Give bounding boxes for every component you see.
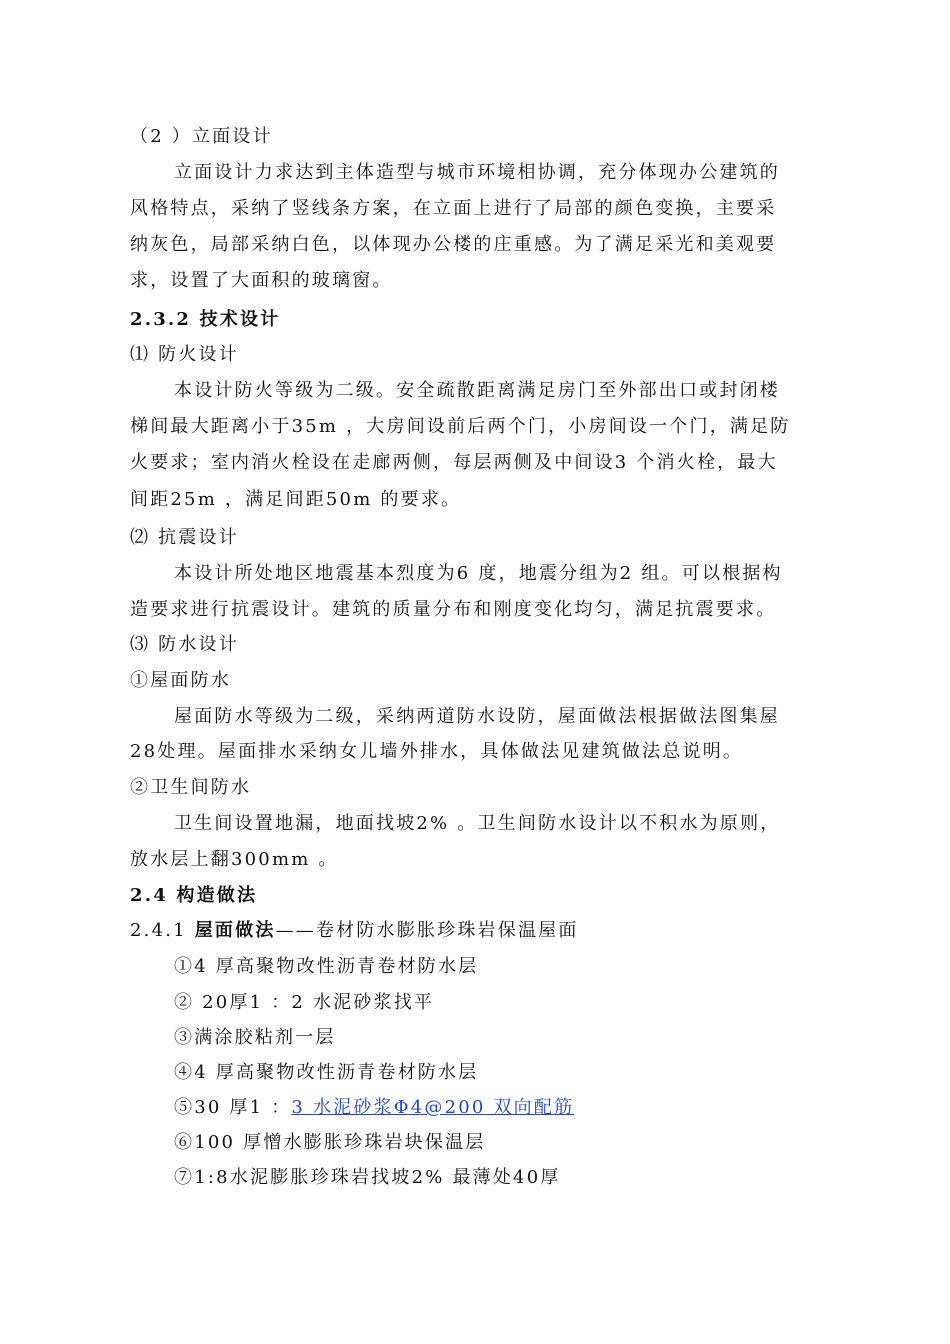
list-item-prefix: ⑤30 厚1 ： bbox=[174, 1097, 292, 1118]
paragraph-line: 梯间最大距离小于35m ，大房间设前后两个门，小房间设一个门，满足防 bbox=[130, 416, 791, 437]
section-number: 2.4.1 bbox=[130, 920, 187, 941]
heading-seismic-design: ⑵ 抗震设计 bbox=[130, 527, 239, 548]
paragraph-line: 放水层上翻300mm 。 bbox=[130, 849, 339, 870]
section-heading-construction: 2.4 构造做法 bbox=[130, 885, 258, 906]
paragraph-line: 风格特点，采纳了竖线条方案，在立面上进行了局部的颜色变换，主要采 bbox=[130, 198, 777, 219]
heading-facade-design: （2 ）立面设计 bbox=[130, 126, 273, 147]
list-item: ⑥100 厚憎水膨胀珍珠岩块保温层 bbox=[174, 1132, 486, 1153]
list-item: ④4 厚高聚物改性沥青卷材防水层 bbox=[174, 1062, 479, 1083]
list-item bbox=[174, 1096, 842, 1120]
paragraph-line: 火要求；室内消火栓设在走廊两侧，每层两侧及中间设3 个消火栓，最大 bbox=[130, 452, 778, 473]
section-heading-technical-design: 2.3.2 技术设计 bbox=[130, 309, 281, 330]
list-item: ⑦1:8水泥膨胀珍珠岩找坡2% 最薄处40厚 bbox=[174, 1167, 561, 1188]
paragraph-line: 本设计所处地区地震基本烈度为6 度，地震分组为2 组。可以根据构 bbox=[174, 563, 783, 584]
list-item: ③满涂胶粘剂一层 bbox=[174, 1027, 336, 1048]
paragraph-line: 造要求进行抗震设计。建筑的质量分布和刚度变化均匀，满足抗震要求。 bbox=[130, 599, 777, 620]
heading-waterproof-design: ⑶ 防水设计 bbox=[130, 634, 239, 655]
paragraph-line: 纳灰色，局部采纳白色，以体现办公楼的庄重感。为了满足采光和美观要 bbox=[130, 234, 777, 255]
reinforced-mortar-link[interactable]: 3 水泥砂浆Φ4@200 双向配筋 bbox=[291, 1097, 575, 1118]
paragraph-line: 本设计防火等级为二级。安全疏散距离满足房门至外部出口或封闭楼 bbox=[174, 380, 780, 401]
paragraph-line: 立面设计力求达到主体造型与城市环境相协调，充分体现办公建筑的 bbox=[174, 162, 780, 183]
paragraph-line: 卫生间设置地漏，地面找坡2% 。卫生间防水设计以不积水为原则， bbox=[174, 813, 781, 834]
list-item: ② 20厚1 ：2 水泥砂浆找平 bbox=[174, 992, 435, 1013]
subheading-bathroom-waterproof: ②卫生间防水 bbox=[130, 777, 252, 798]
subheading-roof-waterproof: ①屋面防水 bbox=[130, 670, 231, 691]
section-subtitle: ——卷材防水膨胀珍珠岩保温屋面 bbox=[275, 920, 579, 941]
paragraph-line: 屋面防水等级为二级，采纳两道防水设防，屋面做法根据做法图集屋 bbox=[174, 706, 780, 727]
list-item: ①4 厚高聚物改性沥青卷材防水层 bbox=[174, 956, 479, 977]
section-title: 屋面做法 bbox=[194, 920, 276, 941]
paragraph-line: 求，设置了大面积的玻璃窗。 bbox=[130, 270, 393, 291]
paragraph-line: 28处理。屋面排水采纳女儿墙外排水，具体做法见建筑做法总说明。 bbox=[130, 741, 744, 762]
paragraph-line: 间距25m ，满足间距50m 的要求。 bbox=[130, 489, 462, 510]
heading-fire-design: ⑴ 防火设计 bbox=[130, 344, 239, 365]
section-heading-roof-practice bbox=[130, 919, 842, 943]
